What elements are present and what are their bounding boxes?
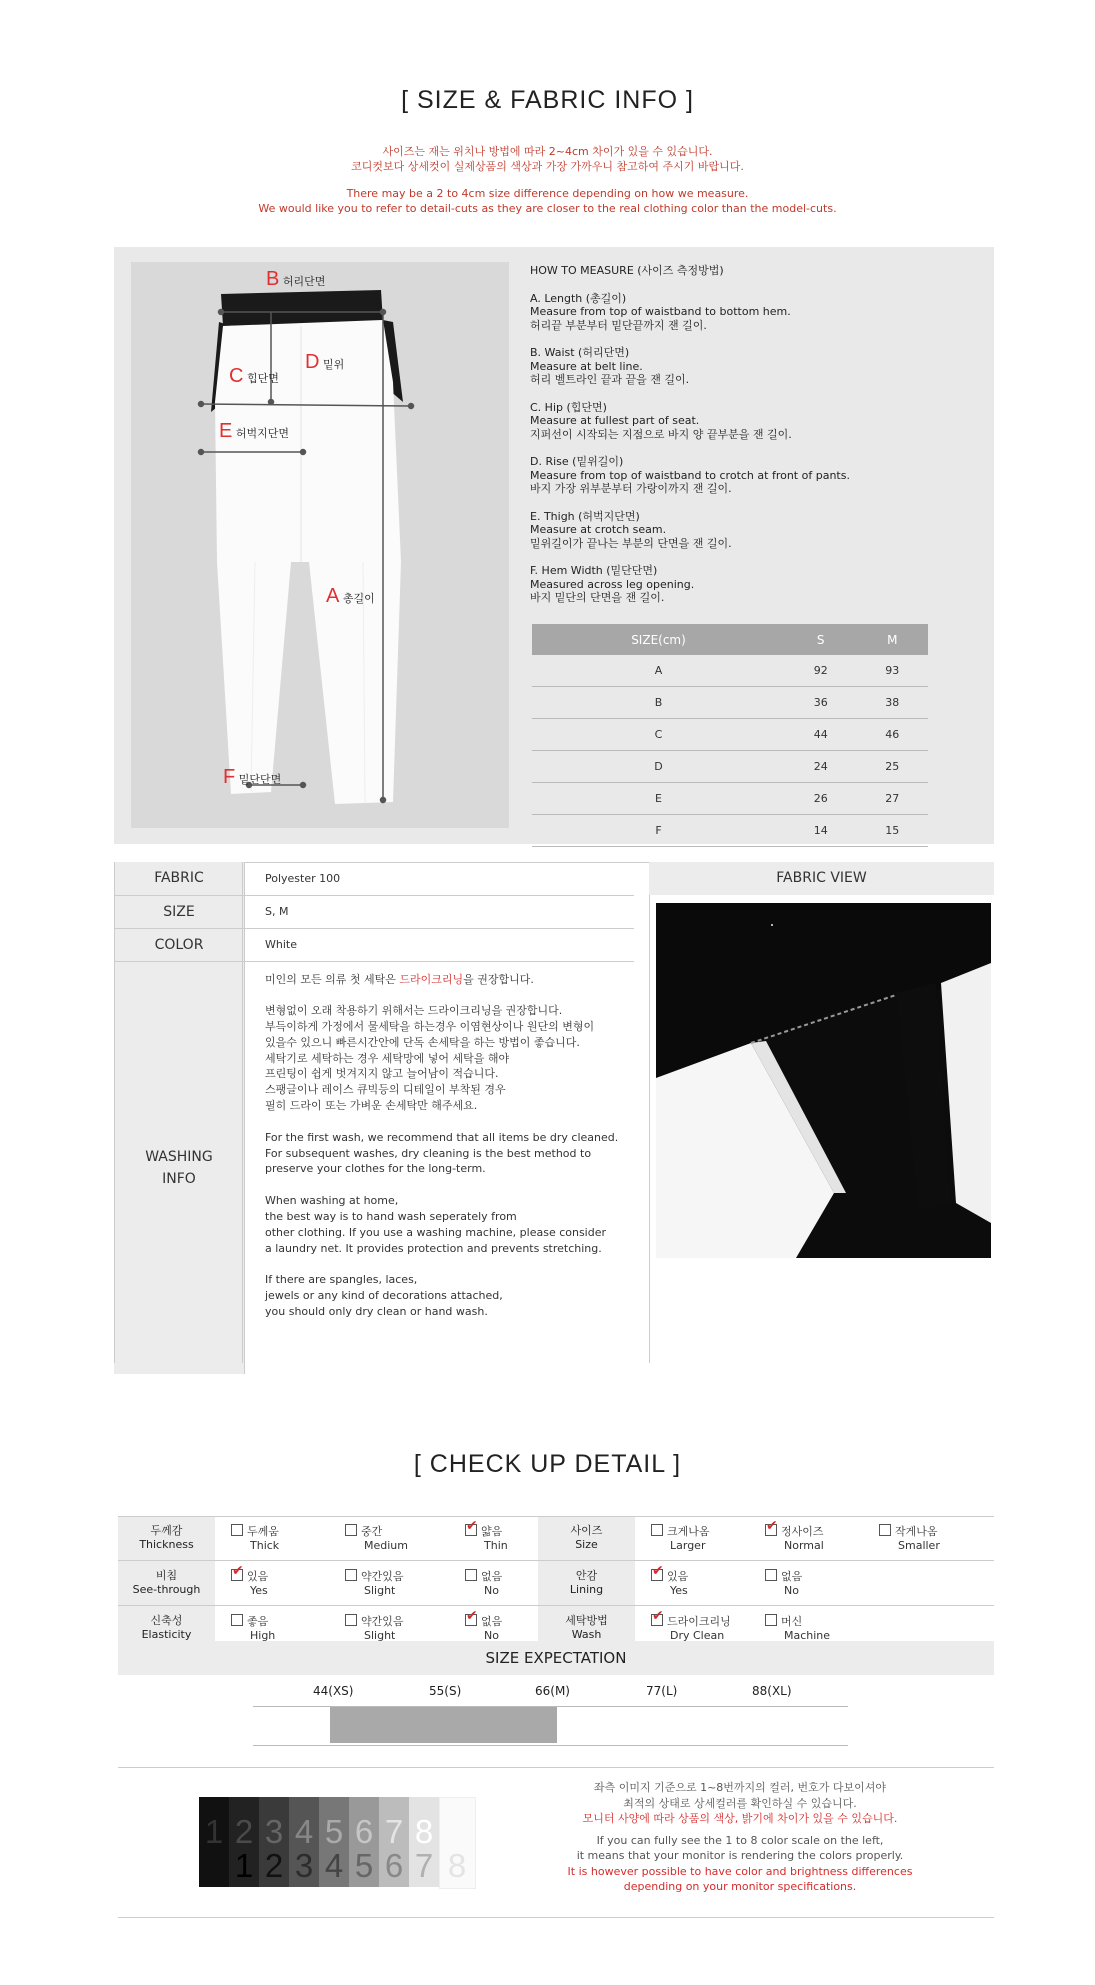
check-up-title: [ CHECK UP DETAIL ]: [413, 1450, 682, 1478]
pants-illustration: [131, 262, 509, 828]
option-slight[interactable]: [344, 1561, 464, 1606]
wash-intro-text: 을 권장합니다.: [463, 972, 534, 986]
measure-title: B. Waist (허리단면): [530, 346, 630, 359]
checkbox-unchecked-icon[interactable]: [765, 1569, 777, 1581]
label-c-hip: [229, 365, 279, 388]
color-row: [114, 928, 634, 961]
opt-en: Dry Clean: [670, 1628, 725, 1642]
wash-english-1: [265, 1130, 633, 1177]
label-d-rise: [305, 351, 344, 374]
size-option-55: 55(S): [429, 1684, 462, 1698]
wash-line: jewels or any kind of decorations attached,: [265, 1289, 503, 1303]
opt-en: Thick: [250, 1538, 280, 1552]
wash-line: 부득이하게 가정에서 물세탁을 하는경우 이염현상이나 원단의 변형이: [265, 1020, 595, 1034]
attr-en: Thickness: [139, 1538, 194, 1551]
wash-line: you should only dry clean or hand wash.: [265, 1305, 488, 1319]
opt-en: Smaller: [898, 1538, 940, 1552]
measure-title: A. Length (총길이): [530, 291, 627, 305]
checkbox-checked-icon[interactable]: [465, 1614, 477, 1626]
divider: [118, 1516, 994, 1517]
option-lining-no[interactable]: [764, 1561, 878, 1606]
checkbox-checked-icon[interactable]: [651, 1569, 663, 1581]
scale-number-bottom: 8: [447, 1847, 467, 1884]
measure-item-d: [530, 455, 970, 496]
scale-number-top: 7: [384, 1813, 404, 1850]
checkbox-unchecked-icon[interactable]: [765, 1614, 777, 1626]
measure-ko: 바지 가장 위부분부터 가랑이까지 잰 길이.: [530, 482, 732, 495]
wash-line: the best way is to hand wash seperately from: [265, 1210, 517, 1224]
table-cell: F: [532, 815, 785, 847]
attr-ko: 두께감: [150, 1524, 183, 1537]
measure-item-b: [530, 346, 970, 387]
option-thin[interactable]: [464, 1516, 538, 1561]
table-row: [532, 783, 928, 815]
scale-number-top: 2: [234, 1813, 254, 1850]
opt-en: Slight: [364, 1628, 396, 1642]
label-f-hem: [223, 766, 281, 789]
header-cell: S: [785, 624, 857, 655]
table-row: [532, 719, 928, 751]
checkbox-unchecked-icon[interactable]: [231, 1524, 243, 1536]
table-cell: 38: [856, 687, 928, 719]
opt-ko: 있음: [247, 1569, 269, 1583]
size-notice-english: [0, 186, 1095, 216]
measure-en: Measure from top of waistband to bottom hem.: [530, 305, 791, 318]
wash-line: 세탁기로 세탁하는 경우 세탁망에 넣어 세탁을 해야: [265, 1051, 510, 1065]
opt-en: Yes: [670, 1583, 688, 1597]
notice-line-highlight: 모니터 사양에 따라 상품의 색상, 밝기에 차이가 있을 수 있습니다.: [582, 1812, 898, 1825]
checkbox-unchecked-icon[interactable]: [651, 1524, 663, 1536]
table-cell: A: [532, 655, 785, 687]
checkbox-checked-icon[interactable]: [465, 1524, 477, 1536]
opt-en: No: [484, 1628, 499, 1642]
size-table: [532, 624, 928, 847]
scale-number-top: 8: [414, 1813, 434, 1850]
attr-ko: 비침: [155, 1569, 178, 1582]
size-value: S, M: [245, 895, 635, 928]
wash-line: a laundry net. It provides protection and prevents stretching.: [265, 1241, 602, 1255]
checkbox-unchecked-icon[interactable]: [231, 1614, 243, 1626]
attr-en: See-through: [132, 1583, 201, 1596]
check-row-thickness: [118, 1516, 994, 1561]
measure-ko: 지퍼선이 시작되는 지점으로 바지 양 끝부분을 잰 길이.: [530, 427, 792, 441]
table-cell: E: [532, 783, 785, 815]
opt-ko: 드라이크리닝: [667, 1614, 731, 1628]
measure-ko: 바지 밑단의 단면을 잰 길이.: [530, 591, 665, 604]
table-cell: 46: [856, 719, 928, 751]
attr-ko: 사이즈: [570, 1524, 603, 1537]
label-text: 총길이: [342, 592, 375, 605]
scale-number-bottom: 6: [384, 1847, 404, 1884]
fabric-value: Polyester 100: [245, 862, 635, 895]
opt-en: Machine: [784, 1628, 831, 1642]
washing-row: [114, 961, 634, 1374]
table-cell: 25: [856, 751, 928, 783]
attr-ko: 신축성: [150, 1614, 183, 1627]
washing-label-line: INFO: [162, 1170, 196, 1187]
opt-en: High: [250, 1628, 276, 1642]
label-text: 허벅지단면: [235, 427, 289, 440]
label-text: 밑위: [322, 358, 345, 371]
notice-line: 최적의 상태로 상세컬러를 확인하실 수 있습니다.: [623, 1796, 857, 1810]
opt-ko: 머신: [781, 1614, 803, 1628]
opt-en: Normal: [784, 1538, 824, 1552]
table-cell: C: [532, 719, 785, 751]
opt-en: Larger: [670, 1538, 706, 1552]
wash-line: For subsequent washes, dry cleaning is the best method to: [265, 1146, 592, 1160]
wash-line: 프린팅이 쉽게 벗겨지지 않고 늘어남이 적습니다.: [265, 1067, 499, 1081]
scale-number-top: 6: [354, 1813, 374, 1850]
empty-cell: [878, 1561, 994, 1606]
header-cell: SIZE(cm): [532, 624, 785, 655]
attr-en: Wash: [571, 1628, 602, 1641]
table-row: [532, 815, 928, 847]
option-smaller[interactable]: [878, 1516, 994, 1561]
table-cell: 24: [785, 751, 857, 783]
opt-ko: 좋음: [247, 1614, 269, 1628]
checkbox-checked-icon[interactable]: [651, 1614, 663, 1626]
thickness-label: [118, 1516, 215, 1561]
option-no[interactable]: [464, 1561, 538, 1606]
measure-ko: 밑위길이가 끝나는 부분의 단면을 잰 길이.: [530, 536, 732, 550]
scale-number-top: 4: [294, 1813, 314, 1850]
label-letter: B: [266, 268, 280, 290]
scale-number-bottom: 2: [264, 1847, 284, 1884]
page-title: [ SIZE & FABRIC INFO ]: [401, 86, 694, 114]
scale-number-top: 5: [324, 1813, 344, 1850]
label-b-waist: [266, 268, 325, 291]
table-cell: 26: [785, 783, 857, 815]
lining-label: [538, 1561, 635, 1606]
size-table-header: [532, 624, 928, 655]
size-option-66: 66(M): [535, 1684, 570, 1698]
attr-en: Size: [575, 1538, 598, 1551]
wash-intro: [265, 972, 633, 988]
label-letter: F: [223, 766, 236, 788]
notice-line: it means that your monitor is rendering the colors properly.: [576, 1849, 904, 1862]
table-cell: B: [532, 687, 785, 719]
monitor-color-scale: [199, 1797, 474, 1887]
opt-ko: 정사이즈: [781, 1524, 824, 1538]
washing-label-line: WASHING: [145, 1148, 213, 1165]
size-option-88: 88(XL): [752, 1684, 792, 1698]
notice-line: 사이즈는 재는 위치나 방법에 따라 2~4cm 차이가 있을 수 있습니다.: [382, 145, 713, 158]
opt-ko: 약간있음: [361, 1614, 404, 1628]
opt-en: No: [784, 1583, 799, 1597]
fabric-info-table: [114, 862, 634, 1374]
notice-line: We would like you to refer to detail-cuts as they are closer to the real clothing color than the model-cuts.: [258, 202, 837, 215]
opt-en: Thin: [484, 1538, 508, 1552]
table-row: [532, 751, 928, 783]
checkbox-checked-icon[interactable]: [231, 1569, 243, 1581]
opt-ko: 없음: [481, 1569, 503, 1583]
opt-ko: 크게나옴: [667, 1524, 710, 1538]
checkbox-unchecked-icon[interactable]: [345, 1614, 357, 1626]
wash-line: When washing at home,: [265, 1194, 399, 1208]
table-cell: 14: [785, 815, 857, 847]
wash-line: 필히 드라이 또는 가벼운 손세탁만 해주세요.: [265, 1099, 478, 1113]
scale-number-bottom: 7: [414, 1847, 434, 1884]
measure-title: C. Hip (힙단면): [530, 400, 607, 414]
notice-line: 코디컷보다 상세컷이 실제상품의 색상과 가장 가까우니 참고하여 주시기 바랍니다.: [351, 160, 744, 173]
opt-ko: 중간: [361, 1524, 383, 1538]
fabric-label: FABRIC: [114, 862, 245, 895]
measure-title: F. Hem Width (밑단단면): [530, 564, 658, 577]
scale-number-top: 1: [204, 1813, 224, 1850]
measure-title: E. Thigh (허벅지단면): [530, 509, 640, 523]
check-row-see-through: [118, 1561, 994, 1606]
opt-en: Slight: [364, 1583, 396, 1597]
check-up-table: [118, 1516, 994, 1651]
table-row: [532, 687, 928, 719]
opt-ko: 작게나옴: [895, 1524, 938, 1538]
label-letter: E: [219, 420, 233, 442]
measure-en: Measured across leg opening.: [530, 577, 695, 591]
option-yes[interactable]: [215, 1561, 344, 1606]
opt-ko: 없음: [781, 1569, 803, 1583]
measure-en: Measure from top of waistband to crotch at front of pants.: [530, 468, 850, 482]
measure-en: Measure at belt line.: [530, 359, 643, 373]
size-option-44: 44(XS): [313, 1684, 354, 1698]
wash-line: 변형없이 오래 착용하기 위해서는 드라이크리닝을 권장합니다.: [265, 1004, 563, 1018]
wash-line: other clothing. If you use a washing machine, please consider: [265, 1225, 607, 1239]
opt-ko: 얇음: [481, 1524, 503, 1538]
label-text: 밑단단면: [238, 773, 282, 786]
attr-en: Elasticity: [141, 1628, 192, 1641]
table-cell: 15: [856, 815, 928, 847]
table-cell: 36: [785, 687, 857, 719]
checkbox-unchecked-icon[interactable]: [879, 1524, 891, 1536]
wash-line: 있을수 있으니 빠른시간안에 단독 손세탁을 하는 방법이 좋습니다.: [265, 1035, 580, 1049]
measure-en: Measure at crotch seam.: [530, 523, 667, 536]
option-thick[interactable]: [215, 1516, 344, 1561]
opt-ko: 약간있음: [361, 1569, 404, 1583]
label-text: 힙단면: [246, 372, 279, 385]
monitor-notice: [540, 1780, 940, 1895]
measure-item-e: [530, 510, 970, 551]
scale-number-bottom: 3: [294, 1847, 314, 1884]
opt-en: Yes: [250, 1583, 268, 1597]
option-normal[interactable]: [764, 1516, 878, 1561]
table-cell: 27: [856, 783, 928, 815]
divider: [118, 1917, 994, 1918]
attr-ko: 세탁방법: [565, 1614, 608, 1627]
opt-ko: 두께움: [247, 1524, 279, 1538]
scale-number-bottom: 5: [354, 1847, 374, 1884]
size-expectation-heading: SIZE EXPECTATION: [118, 1641, 994, 1675]
checkbox-unchecked-icon[interactable]: [465, 1569, 477, 1581]
opt-en: No: [484, 1583, 499, 1597]
wash-line: For the first wash, we recommend that all items be dry cleaned.: [265, 1130, 619, 1144]
checkbox-unchecked-icon[interactable]: [345, 1524, 357, 1536]
wash-intro-highlight: 드라이크리닝: [399, 972, 464, 986]
how-to-measure: [530, 264, 970, 605]
label-text: 허리단면: [282, 275, 326, 288]
notice-line-highlight: depending on your monitor specifications.: [623, 1880, 857, 1893]
fabric-closeup: [656, 903, 991, 1258]
measure-item-f: [530, 564, 970, 605]
wash-intro-text: 미인의 모든 의류 첫 세탁은: [265, 972, 400, 986]
size-fit-label: [538, 1516, 635, 1561]
scale-number-bottom: 1: [234, 1847, 254, 1884]
measure-ko: 허리끝 부분부터 밑단끝까지 잰 길이.: [530, 318, 707, 332]
opt-en: Medium: [364, 1538, 408, 1552]
measure-title: D. Rise (밑위길이): [530, 455, 624, 468]
see-through-label: [118, 1561, 215, 1606]
measure-item-a: [530, 292, 970, 333]
opt-ko: 있음: [667, 1569, 689, 1583]
wash-line: preserve your clothes for the long-term.: [265, 1162, 486, 1176]
scale-number-top: 3: [264, 1813, 284, 1850]
pants-measure-photo: [131, 262, 509, 828]
opt-ko: 없음: [481, 1614, 503, 1628]
attr-en: Lining: [569, 1583, 604, 1596]
label-e-thigh: [219, 420, 289, 443]
attr-ko: 안감: [575, 1569, 598, 1582]
notice-line: 좌측 이미지 기준으로 1~8번까지의 컬러, 번호가 다보이셔야: [593, 1781, 887, 1794]
measure-ko: 허리 벨트라인 끝과 끝을 잰 길이.: [530, 373, 690, 386]
table-row: [532, 655, 928, 687]
option-lining-yes[interactable]: [635, 1561, 764, 1606]
label-a-length: [326, 585, 375, 608]
size-option-77: 77(L): [646, 1684, 678, 1698]
wash-line: If there are spangles, laces,: [265, 1273, 418, 1287]
header-cell: M: [856, 624, 928, 655]
table-cell: 44: [785, 719, 857, 751]
size-row: [114, 895, 634, 928]
table-cell: 93: [856, 655, 928, 687]
wash-english-2: [265, 1193, 633, 1256]
fabric-view-photo: [656, 903, 991, 1258]
fabric-row: [114, 862, 634, 895]
divider: [118, 1767, 994, 1768]
option-larger[interactable]: [635, 1516, 764, 1561]
how-to-measure-heading: HOW TO MEASURE (사이즈 측정방법): [530, 264, 724, 277]
measure-item-c: [530, 401, 970, 442]
divider: [114, 862, 115, 1363]
measure-en: Measure at fullest part of seat.: [530, 414, 700, 427]
notice-line-highlight: It is however possible to have color and brightness differences: [567, 1864, 913, 1878]
scale-number-bottom: 4: [324, 1847, 344, 1884]
wash-english-3: [265, 1272, 633, 1319]
divider: [242, 862, 243, 1363]
notice-line: If you can fully see the 1 to 8 color scale on the left,: [596, 1833, 884, 1847]
table-cell: 92: [785, 655, 857, 687]
table-cell: D: [532, 751, 785, 783]
size-expectation-range: [330, 1707, 557, 1743]
wash-line: 스팽글이나 레이스 큐빅등의 디테일이 부착된 경우: [265, 1083, 506, 1097]
label-letter: D: [305, 351, 320, 373]
notice-line: There may be a 2 to 4cm size difference depending on how we measure.: [346, 187, 749, 200]
wash-korean: [265, 1003, 633, 1114]
washing-label: [114, 961, 245, 1374]
color-label: COLOR: [114, 928, 245, 961]
size-label: SIZE: [114, 895, 245, 928]
label-letter: C: [229, 365, 244, 387]
size-notice-korean: [0, 144, 1095, 174]
checkbox-unchecked-icon[interactable]: [345, 1569, 357, 1581]
fabric-view-heading: FABRIC VIEW: [649, 862, 994, 895]
checkbox-checked-icon[interactable]: [765, 1524, 777, 1536]
washing-instructions: [245, 961, 635, 1374]
label-letter: A: [326, 585, 340, 607]
color-value: White: [245, 928, 635, 961]
option-medium[interactable]: [344, 1516, 464, 1561]
